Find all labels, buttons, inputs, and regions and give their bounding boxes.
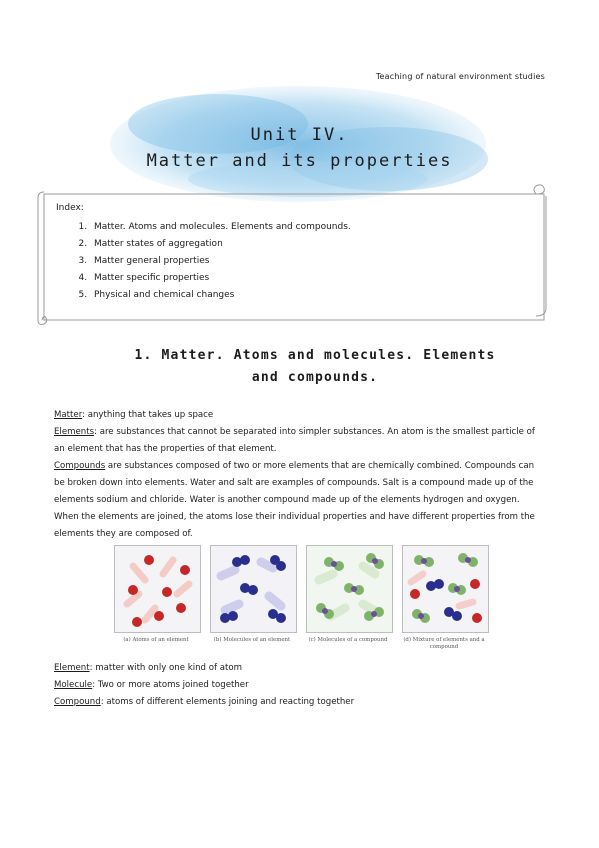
elements-paragraph bbox=[54, 424, 544, 458]
index-box bbox=[56, 203, 536, 304]
matter-text: : anything that takes up space bbox=[82, 410, 214, 420]
panel-molecules-of-element bbox=[210, 545, 297, 633]
element-definition bbox=[54, 660, 544, 677]
caption-c: (c) Molecules of a compound bbox=[308, 637, 388, 643]
compound-text: : atoms of different elements joining and reacting together bbox=[100, 697, 355, 707]
definitions bbox=[54, 660, 544, 711]
index-item: 4. Matter specific properties bbox=[90, 270, 536, 287]
index-item: 2. Matter states of aggregation bbox=[90, 236, 536, 253]
atoms-molecules-figure bbox=[114, 545, 488, 665]
index-list bbox=[56, 219, 536, 304]
compounds-paragraph bbox=[54, 458, 544, 543]
index-item: 1. Matter. Atoms and molecules. Elements and compounds. bbox=[90, 219, 536, 236]
matter-paragraph bbox=[54, 407, 544, 424]
index-label: Index: bbox=[56, 203, 84, 213]
elements-term: Elements bbox=[54, 427, 95, 437]
body-text bbox=[54, 407, 544, 543]
element-text: : matter with only one kind of atom bbox=[89, 663, 243, 673]
compound-definition bbox=[54, 694, 544, 711]
compounds-term: Compounds bbox=[54, 461, 106, 471]
element-term: Element bbox=[54, 663, 90, 673]
molecule-text: : Two or more atoms joined together bbox=[92, 680, 249, 690]
index-item: 3. Matter general properties bbox=[90, 253, 536, 270]
panel-molecules-of-compound bbox=[306, 545, 393, 633]
caption-d: (d) Mixture of elements and a compound bbox=[403, 637, 485, 650]
molecule-term: Molecule bbox=[54, 680, 93, 690]
header-note: Teaching of natural environment studies bbox=[375, 72, 545, 81]
unit-title bbox=[0, 122, 599, 174]
section-title: 1. Matter. Atoms and molecules. Elements and compounds. bbox=[134, 348, 496, 385]
panel-mixture bbox=[402, 545, 489, 633]
elements-text: : are substances that cannot be separated into simpler substances. An atom is the smallest particle of an element that has the properties of that element. bbox=[54, 427, 535, 454]
unit-number: Unit IV. bbox=[250, 125, 349, 145]
caption-a: (a) Atoms of an element bbox=[123, 637, 189, 643]
index-item: 5. Physical and chemical changes bbox=[90, 287, 536, 304]
compounds-text: are substances composed of two or more elements that are chemically combined. Compounds can be broken down into elements. Water and salt are examples of compounds. Salt is a compound made up of the elements sodium and chloride. Water is another compound made up of the elements hydrogen and oxygen. When the elements are joined, the atoms lose their individual properties and have different properties from the elements they are composed of. bbox=[54, 461, 535, 539]
caption-b: (b) Molecules of an element bbox=[213, 637, 291, 643]
matter-term: Matter bbox=[54, 410, 83, 420]
unit-subtitle: Matter and its properties bbox=[146, 151, 453, 171]
molecule-definition bbox=[54, 677, 544, 694]
panel-atoms-of-element bbox=[114, 545, 201, 633]
compound-term: Compound bbox=[54, 697, 101, 707]
